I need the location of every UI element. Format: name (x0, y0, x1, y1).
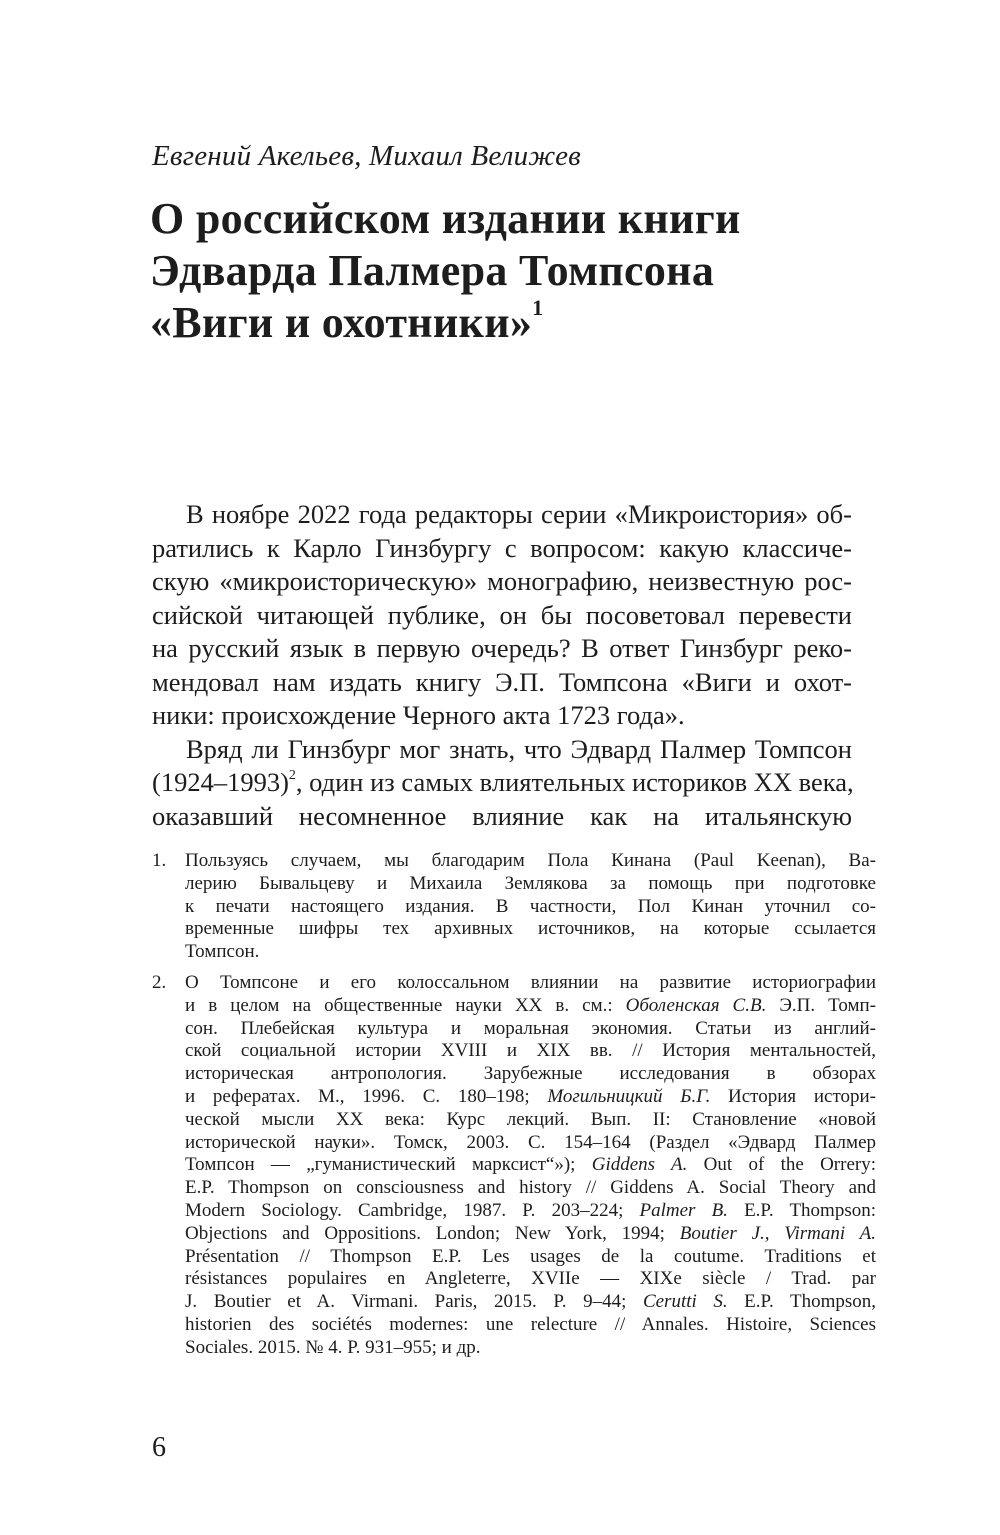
paragraph-line: на русский язык в первую очередь? В ответ Гинзбург реко- (152, 633, 852, 663)
footnote-line: Sociales. 2015. № 4. P. 931–955; и др. (185, 1336, 481, 1358)
footnote-line: Modern Sociology. Cambridge, 1987. P. 203–224; Palmer B. E.P. Thompson: (185, 1199, 876, 1221)
paragraph-line: Вряд ли Гинзбург мог знать, что Эдвард Палмер Томпсон (186, 733, 852, 764)
authors: Евгений Акельев, Михаил Велижев (152, 140, 581, 172)
footnote-line: и в целом на общественные науки XX в. см.: Оболенская С.В. Э.П. Томп- (185, 994, 876, 1016)
footnote-line: и рефератах. М., 1996. С. 180–198; Могильницкий Б.Г. История истори- (185, 1085, 876, 1107)
footnote-line: ской социальной истории XVIII и XIX вв. // История ментальностей, (185, 1040, 876, 1062)
footnote-line: résistances populaires en Angleterre, XVIIe — XIXe siècle / Trad. par (185, 1268, 876, 1290)
footnote-line: Пользуясь случаем, мы благодарим Пола Кинана (Paul Keenan), Ва- (185, 850, 876, 871)
cited-author: Palmer B. (639, 1199, 728, 1221)
paragraph-line: (1924–1993)$^2$, один из самых влиятельных историков XX века, (152, 767, 854, 797)
footnote-line: Томпсон — „гуманистический марксист“»); Giddens A. Out of the Orrery: (185, 1154, 876, 1176)
footnote-2 (152, 972, 876, 1360)
footnote-line: к печати настоящего издания. В частности, Пол Кинан уточнил со- (185, 895, 876, 917)
footnote-line: историческая антропология. Зарубежные исследования в обзорах (185, 1063, 876, 1085)
footnote-line: Présentation // Thompson E.P. Les usages de la coutume. Traditions et (185, 1245, 876, 1267)
footnote-line: historien des sociétés modernes: une relecture // Annales. Histoire, Sciences (185, 1313, 876, 1335)
footnote-line: О Томпсоне и его колоссальном влиянии на развитие историографии (185, 971, 876, 993)
footnote-number: 1. (152, 850, 167, 871)
cited-author: Cerutti S. (642, 1291, 728, 1313)
cited-author: Оболенская С.В. (625, 994, 767, 1016)
footnote-line: J. Boutier et A. Virmani. Paris, 2015. P. 9–44; Cerutti S. E.P. Thompson, (185, 1291, 876, 1313)
footnote-line: ческой мысли XX века: Курс лекций. Вып. II: Становление «новой (185, 1108, 876, 1130)
paragraph-line: В ноябре 2022 года редакторы серии «Микроистория» об- (186, 499, 852, 529)
chapter-title (150, 193, 741, 349)
paragraph-line: сийской читающей публике, он бы посоветовал перевести (152, 599, 852, 630)
footnote-ref-2[interactable]: 2 (288, 768, 296, 783)
footnote-line: временные шифры тех архивных источников, на которые ссылается (185, 918, 876, 940)
footnote-line: сон. Плебейская культура и моральная экономия. Статьи из англий- (185, 1017, 876, 1039)
footnote-line: Томпсон. (185, 941, 260, 963)
footnote-number: 2. (152, 971, 167, 993)
footnote-ref-1[interactable]: 1 (532, 295, 544, 320)
paragraph-line: мендовал нам издать книгу Э.П. Томпсона «Виги и охот- (152, 666, 852, 697)
footnote-1 (152, 850, 876, 964)
paragraph-line: ники: происхождение Черного акта 1723 года». (152, 700, 685, 730)
footnote-line: E.P. Thompson on consciousness and history // Giddens A. Social Theory and (185, 1177, 876, 1199)
title-line: Эдварда Палмера Томпсона (150, 246, 715, 295)
paragraph-line: ратились к Карло Гинзбургу с вопросом: какую классиче- (152, 532, 852, 563)
paragraph-line: скую «микроисторическую» монографию, неизвестную рос- (152, 566, 852, 596)
paragraph-line: оказавший несомненное влияние как на итальянскую (152, 800, 852, 831)
cited-author: Giddens A. (591, 1154, 688, 1176)
footnote-line: лерию Бывальцеву и Михаила Землякова за помощь при подготовке (185, 872, 876, 894)
footnote-line: Objections and Oppositions. London; New York, 1994; Boutier J., Virmani A. (185, 1222, 877, 1244)
title-line: «Виги и охотники»$^1$ (150, 295, 544, 347)
footnote-line: исторической науки». Томск, 2003. С. 154–164 (Раздел «Эдвард Палмер (185, 1131, 876, 1153)
title-line: О российском издании книги (150, 194, 741, 243)
main-text (152, 498, 852, 833)
page-number: 6 (152, 1432, 166, 1463)
cited-author: Могильницкий Б.Г. (547, 1085, 711, 1107)
cited-author: Boutier J., Virmani A. (679, 1222, 877, 1244)
footnotes (152, 850, 876, 1368)
